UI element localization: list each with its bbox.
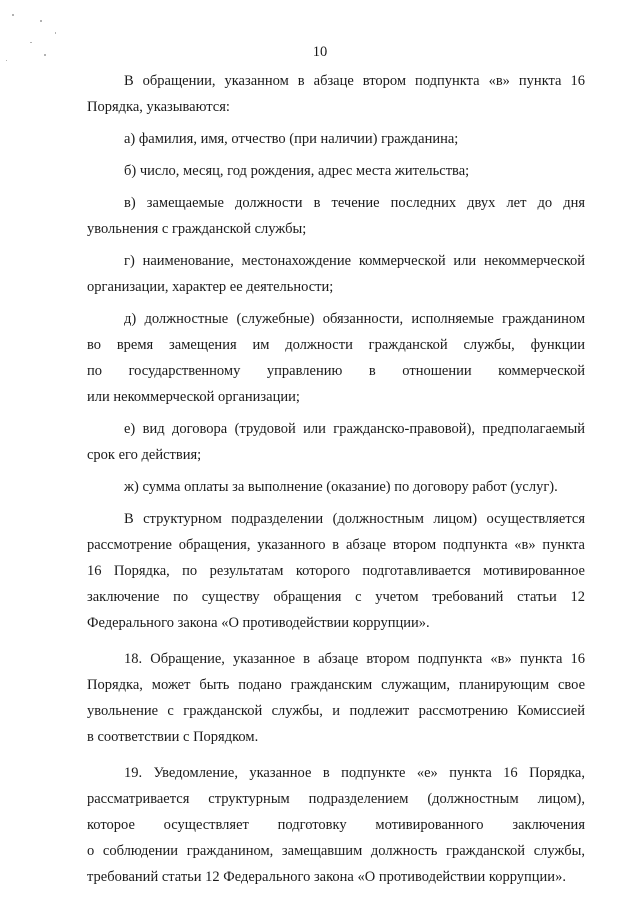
- text-line: которое осуществляет подготовку мотивированного заключения: [87, 817, 585, 833]
- text-line: или некоммерческой организации;: [87, 389, 300, 405]
- text-line: заключение по существу обращения с учетом требований статьи 12: [87, 589, 585, 605]
- text-line: В обращении, указанном в абзаце втором подпункта «в» пункта 16: [124, 73, 585, 89]
- document-body: [87, 68, 585, 890]
- text-line: рассмотрение обращения, указанного в абзаце втором подпункта «в» пункта: [87, 537, 585, 553]
- text-line: 19. Уведомление, указанное в подпункте «е» пункта 16 Порядка,: [124, 765, 585, 781]
- scan-specks: [0, 10, 90, 70]
- text-line: Порядка, указываются:: [87, 99, 230, 115]
- paragraph-item-19: [87, 760, 585, 890]
- text-line: во время замещения им должности гражданской службы, функции: [87, 337, 585, 353]
- text-line: е) вид договора (трудовой или гражданско-правовой), предполагаемый: [124, 421, 585, 437]
- text-line: о соблюдении гражданином, замещавшим должность гражданской службы,: [87, 843, 585, 859]
- paragraph-item-18: [87, 646, 585, 750]
- text-line: б) число, месяц, год рождения, адрес места жительства;: [124, 163, 470, 179]
- text-line: Порядка, может быть подано гражданским служащим, планирующим свое: [87, 677, 585, 693]
- text-line: в соответствии с Порядком.: [87, 729, 259, 745]
- text-line: а) фамилия, имя, отчество (при наличии) гражданина;: [124, 131, 459, 147]
- text-line: 16 Порядка, по результатам которого подготавливается мотивированное: [87, 563, 585, 579]
- text-line: увольнение с гражданской службы, и подлежит рассмотрению Комиссией: [87, 703, 585, 719]
- paragraph-item-g: [87, 248, 585, 300]
- text-line: срок его действия;: [87, 447, 202, 463]
- text-line: ж) сумма оплаты за выполнение (оказание) по договору работ (услуг).: [124, 479, 558, 495]
- text-line: по государственному управлению в отношении коммерческой: [87, 363, 585, 379]
- text-line: в) замещаемые должности в течение последних двух лет до дня: [124, 195, 585, 211]
- paragraph-intro: [87, 68, 585, 120]
- paragraph-item-v: [87, 190, 585, 242]
- paragraph-item-zh: [87, 474, 585, 500]
- page-number: 10: [312, 44, 328, 60]
- text-line: требований статьи 12 Федерального закона «О противодействии коррупции».: [87, 869, 566, 885]
- text-line: увольнения с гражданской службы;: [87, 221, 307, 237]
- paragraph-item-b: [87, 158, 585, 184]
- text-line: Федерального закона «О противодействии коррупции».: [87, 615, 430, 631]
- text-line: д) должностные (служебные) обязанности, исполняемые гражданином: [124, 311, 585, 327]
- text-line: рассматривается структурным подразделением (должностным лицом),: [87, 791, 585, 807]
- paragraph-item-e: [87, 416, 585, 468]
- paragraph-item-d: [87, 306, 585, 410]
- paragraph-structural-unit: [87, 506, 585, 636]
- text-line: В структурном подразделении (должностным лицом) осуществляется: [124, 511, 585, 527]
- paragraph-item-a: [87, 126, 585, 152]
- text-line: г) наименование, местонахождение коммерческой или некоммерческой: [124, 253, 585, 269]
- text-line: организации, характер ее деятельности;: [87, 279, 334, 295]
- text-line: 18. Обращение, указанное в абзаце втором подпункта «в» пункта 16: [124, 651, 585, 667]
